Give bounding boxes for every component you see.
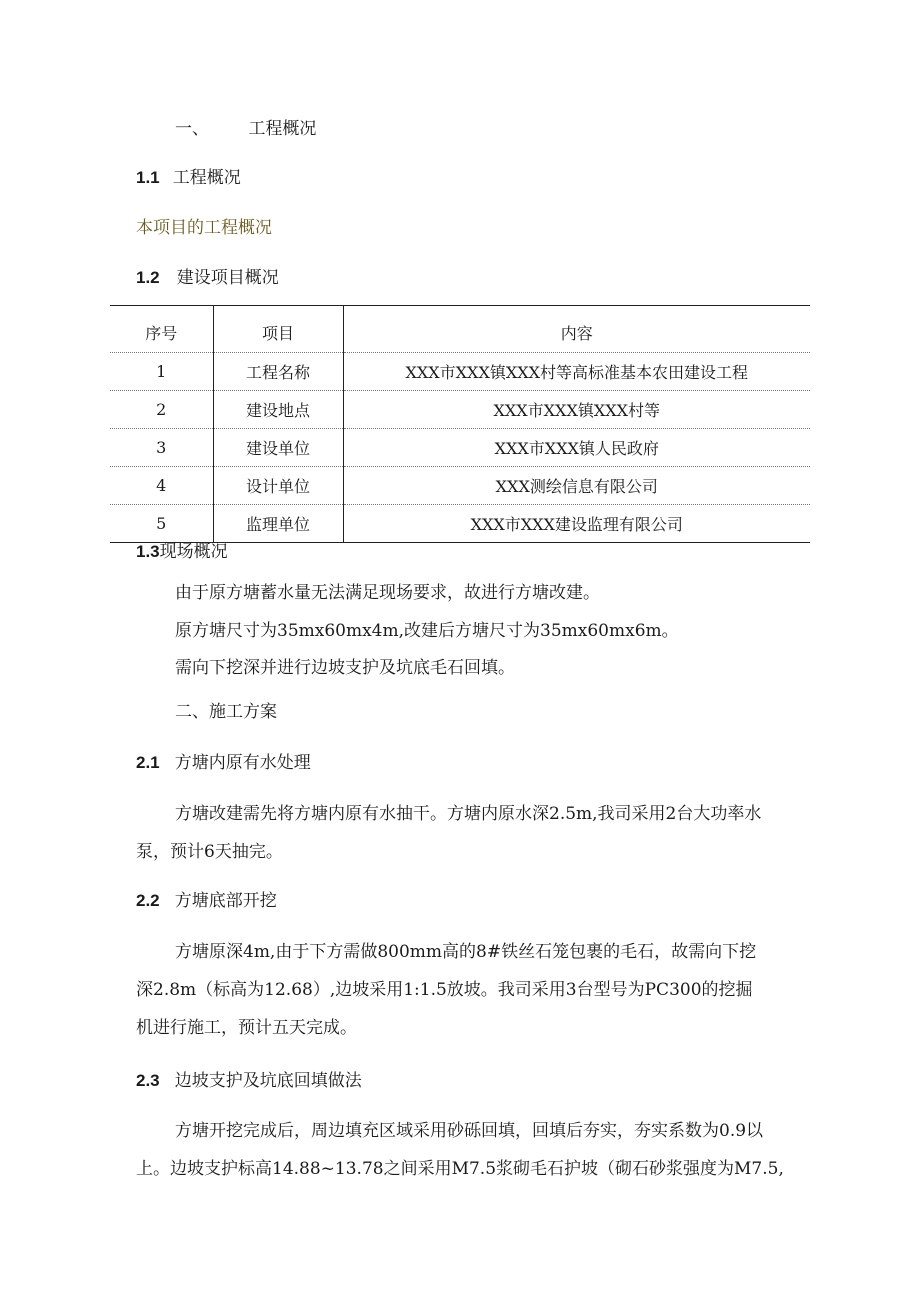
paragraph-line: 方塘原深4m,由于下方需做800mm高的8#铁丝石笼包裹的毛石，故需向下挖 [175, 942, 757, 962]
chapter-2-heading: 二、施工方案 [175, 702, 277, 722]
paragraph-line: 深2.8m（标高为12.68）,边坡采用1:1.5放坡。我司采用3台型号为PC300的挖掘 [136, 980, 753, 1000]
cell-item: 监理单位 [213, 505, 343, 543]
section-number: 1.3 [136, 542, 160, 561]
cell-content: XXX市XXX镇人民政府 [343, 429, 810, 467]
table-row [110, 429, 810, 467]
section-number: 2.2 [136, 891, 160, 910]
cell-no: 3 [110, 429, 213, 467]
section-title: 现场概况 [159, 542, 228, 562]
section-1-2-heading [136, 263, 279, 288]
cell-no: 2 [110, 391, 213, 429]
chapter-1-marker: 一、 [175, 119, 209, 139]
cell-item: 建设单位 [213, 429, 343, 467]
paragraph-line: 上。边坡支护标高14.88~13.78之间采用M7.5浆砌毛石护坡（砌石砂浆强度为M7.5, [136, 1159, 784, 1179]
section-title: 边坡支护及坑底回填做法 [174, 1071, 362, 1091]
header-no: 序号 [110, 306, 213, 353]
section-1-3-heading [136, 537, 228, 562]
chapter-1-heading [175, 114, 316, 139]
cell-item: 建设地点 [213, 391, 343, 429]
section-number: 1.2 [136, 268, 160, 287]
paragraph-line: 由于原方塘蓄水量无法满足现场要求，故进行方塘改建。 [175, 583, 600, 603]
cell-no: 1 [110, 353, 213, 391]
cell-content: XXX市XXX镇XXX村等 [343, 391, 810, 429]
section-number: 2.1 [136, 753, 160, 772]
section-number: 2.3 [136, 1071, 160, 1090]
cell-content: XXX市XXX镇XXX村等高标准基本农田建设工程 [343, 353, 810, 391]
paragraph-line: 机进行施工，预计五天完成。 [136, 1018, 357, 1038]
project-overview-table [110, 305, 810, 543]
section-1-1-note: 本项目的工程概况 [136, 218, 272, 238]
cell-no: 4 [110, 467, 213, 505]
paragraph-line: 方塘开挖完成后，周边填充区域采用砂砾回填，回填后夯实，夯实系数为0.9以 [175, 1121, 764, 1141]
section-title: 工程概况 [172, 168, 241, 188]
section-2-1-heading [136, 748, 311, 773]
header-content: 内容 [343, 306, 810, 353]
section-title: 方塘底部开挖 [174, 891, 277, 911]
paragraph-line: 原方塘尺寸为35mx60mx4m,改建后方塘尺寸为35mx60mx6m。 [175, 621, 679, 641]
section-number: 1.1 [136, 168, 160, 187]
table-header-row [110, 306, 810, 353]
paragraph-line: 方塘改建需先将方塘内原有水抽干。方塘内原水深2.5m,我司采用2台大功率水 [175, 804, 762, 824]
cell-no: 5 [110, 505, 213, 543]
section-2-3-heading [136, 1066, 362, 1091]
table-row [110, 391, 810, 429]
chapter-1-title: 工程概况 [248, 119, 317, 139]
section-1-1-heading [136, 163, 241, 188]
cell-item: 工程名称 [213, 353, 343, 391]
cell-item: 设计单位 [213, 467, 343, 505]
header-item: 项目 [213, 306, 343, 353]
table-row [110, 467, 810, 505]
paragraph-line: 需向下挖深并进行边坡支护及坑底毛石回填。 [175, 658, 515, 678]
section-title: 建设项目概况 [176, 268, 279, 288]
cell-content: XXX市XXX建设监理有限公司 [343, 505, 810, 543]
table-row [110, 353, 810, 391]
section-title: 方塘内原有水处理 [174, 753, 311, 773]
cell-content: XXX测绘信息有限公司 [343, 467, 810, 505]
section-2-2-heading [136, 886, 277, 911]
paragraph-line: 泵，预计6天抽完。 [136, 842, 283, 862]
